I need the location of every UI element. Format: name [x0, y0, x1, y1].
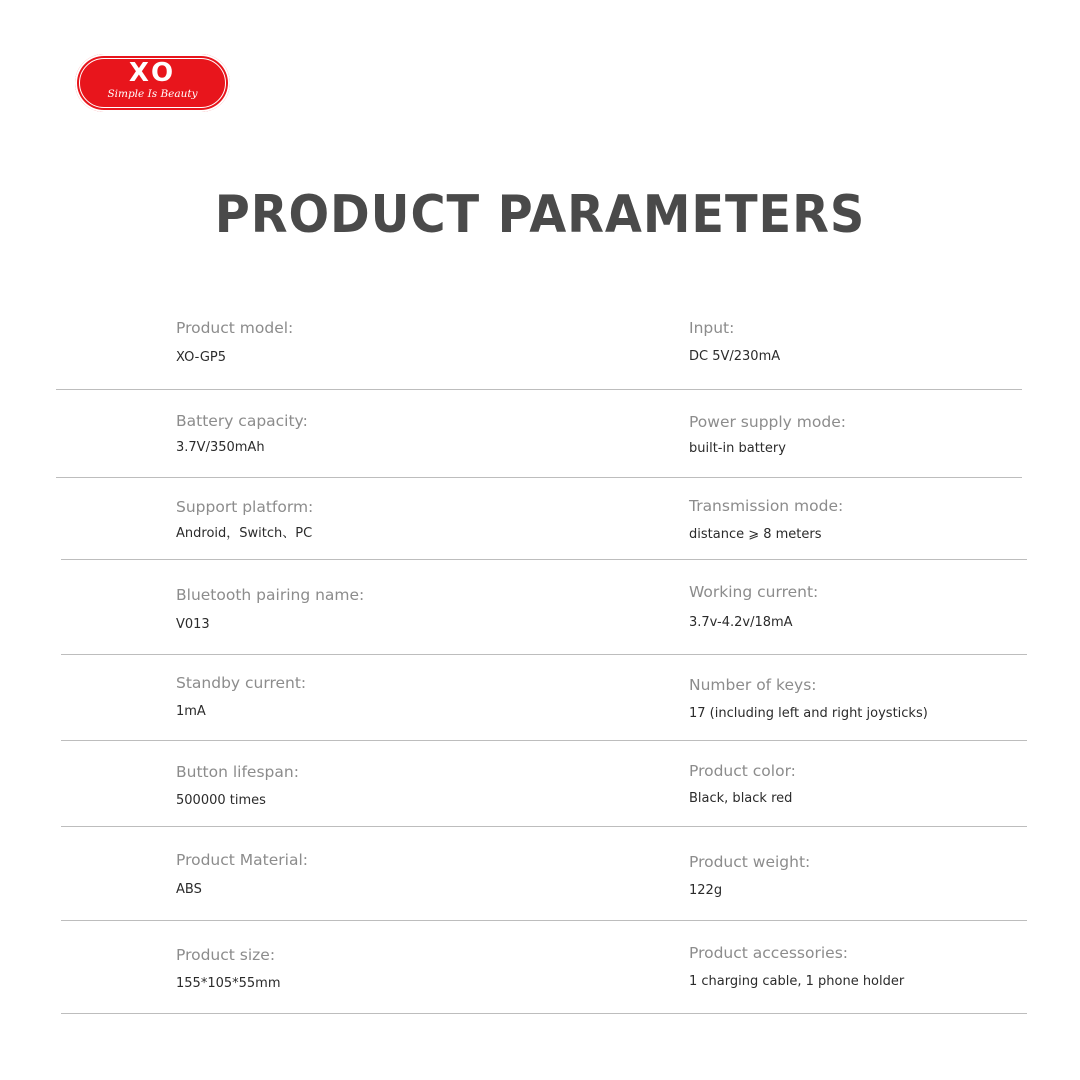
param-label: Product model: [176, 319, 294, 337]
param-label: Transmission mode: [689, 497, 844, 515]
param-label: Input: [689, 319, 735, 337]
param-product-accessories [689, 943, 904, 991]
row-divider [61, 826, 1027, 827]
param-product-color [689, 761, 796, 808]
param-label: Working current: [689, 583, 819, 601]
param-label: Product Material: [176, 851, 308, 869]
param-value: 1mA [176, 704, 206, 719]
row-divider [61, 559, 1027, 560]
param-standby-current [176, 673, 306, 721]
param-button-lifespan [176, 762, 299, 810]
param-label: Support platform: [176, 498, 314, 516]
param-label: Product size: [176, 946, 276, 964]
param-value: DC 5V/230mA [689, 349, 781, 364]
param-value: Black, black red [689, 791, 793, 806]
param-working-current [689, 582, 818, 632]
param-product-size [176, 945, 281, 993]
param-value: V013 [176, 617, 210, 632]
row-divider [56, 389, 1022, 390]
param-label: Product weight: [689, 853, 811, 871]
param-value: 155*105*55mm [176, 976, 281, 991]
param-label: Power supply mode: [689, 413, 846, 431]
param-label: Number of keys: [689, 676, 817, 694]
param-label: Product color: [689, 762, 796, 780]
param-product-weight [689, 852, 810, 900]
param-support-platform [176, 497, 313, 543]
param-product-model [176, 318, 293, 367]
param-value: XO-GP5 [176, 350, 227, 365]
row-divider [61, 920, 1027, 921]
param-value: 17 (including left and right joysticks) [689, 706, 928, 721]
page-title: PRODUCT PARAMETERS [214, 185, 866, 245]
row-divider [61, 654, 1027, 655]
param-value: 3.7V/350mAh [176, 440, 265, 455]
param-label: Standby current: [176, 674, 307, 692]
param-product-material [176, 850, 308, 899]
logo-tagline: Simple Is Beauty [107, 88, 198, 100]
param-value: ABS [176, 882, 202, 897]
param-bluetooth-pairing-name [176, 585, 364, 634]
xo-logo [75, 54, 230, 112]
row-divider [61, 740, 1027, 741]
param-value: 122g [689, 883, 723, 898]
param-value: built-in battery [689, 441, 786, 456]
param-transmission-mode [689, 496, 843, 544]
param-input [689, 318, 780, 366]
param-power-supply-mode [689, 412, 846, 458]
row-divider [56, 477, 1022, 478]
param-value: Android，Switch、PC [176, 526, 313, 541]
param-label: Button lifespan: [176, 763, 299, 781]
logo-mark: XO [128, 58, 177, 88]
param-label: Bluetooth pairing name: [176, 586, 365, 604]
param-label: Product accessories: [689, 944, 849, 962]
param-value: distance ⩾ 8 meters [689, 527, 822, 542]
param-number-of-keys [689, 675, 928, 723]
row-divider [61, 1013, 1027, 1014]
param-value: 500000 times [176, 793, 266, 808]
param-label: Battery capacity: [176, 412, 308, 430]
param-value: 1 charging cable, 1 phone holder [689, 974, 905, 989]
param-battery-capacity [176, 411, 308, 457]
param-value: 3.7v-4.2v/18mA [689, 615, 793, 630]
